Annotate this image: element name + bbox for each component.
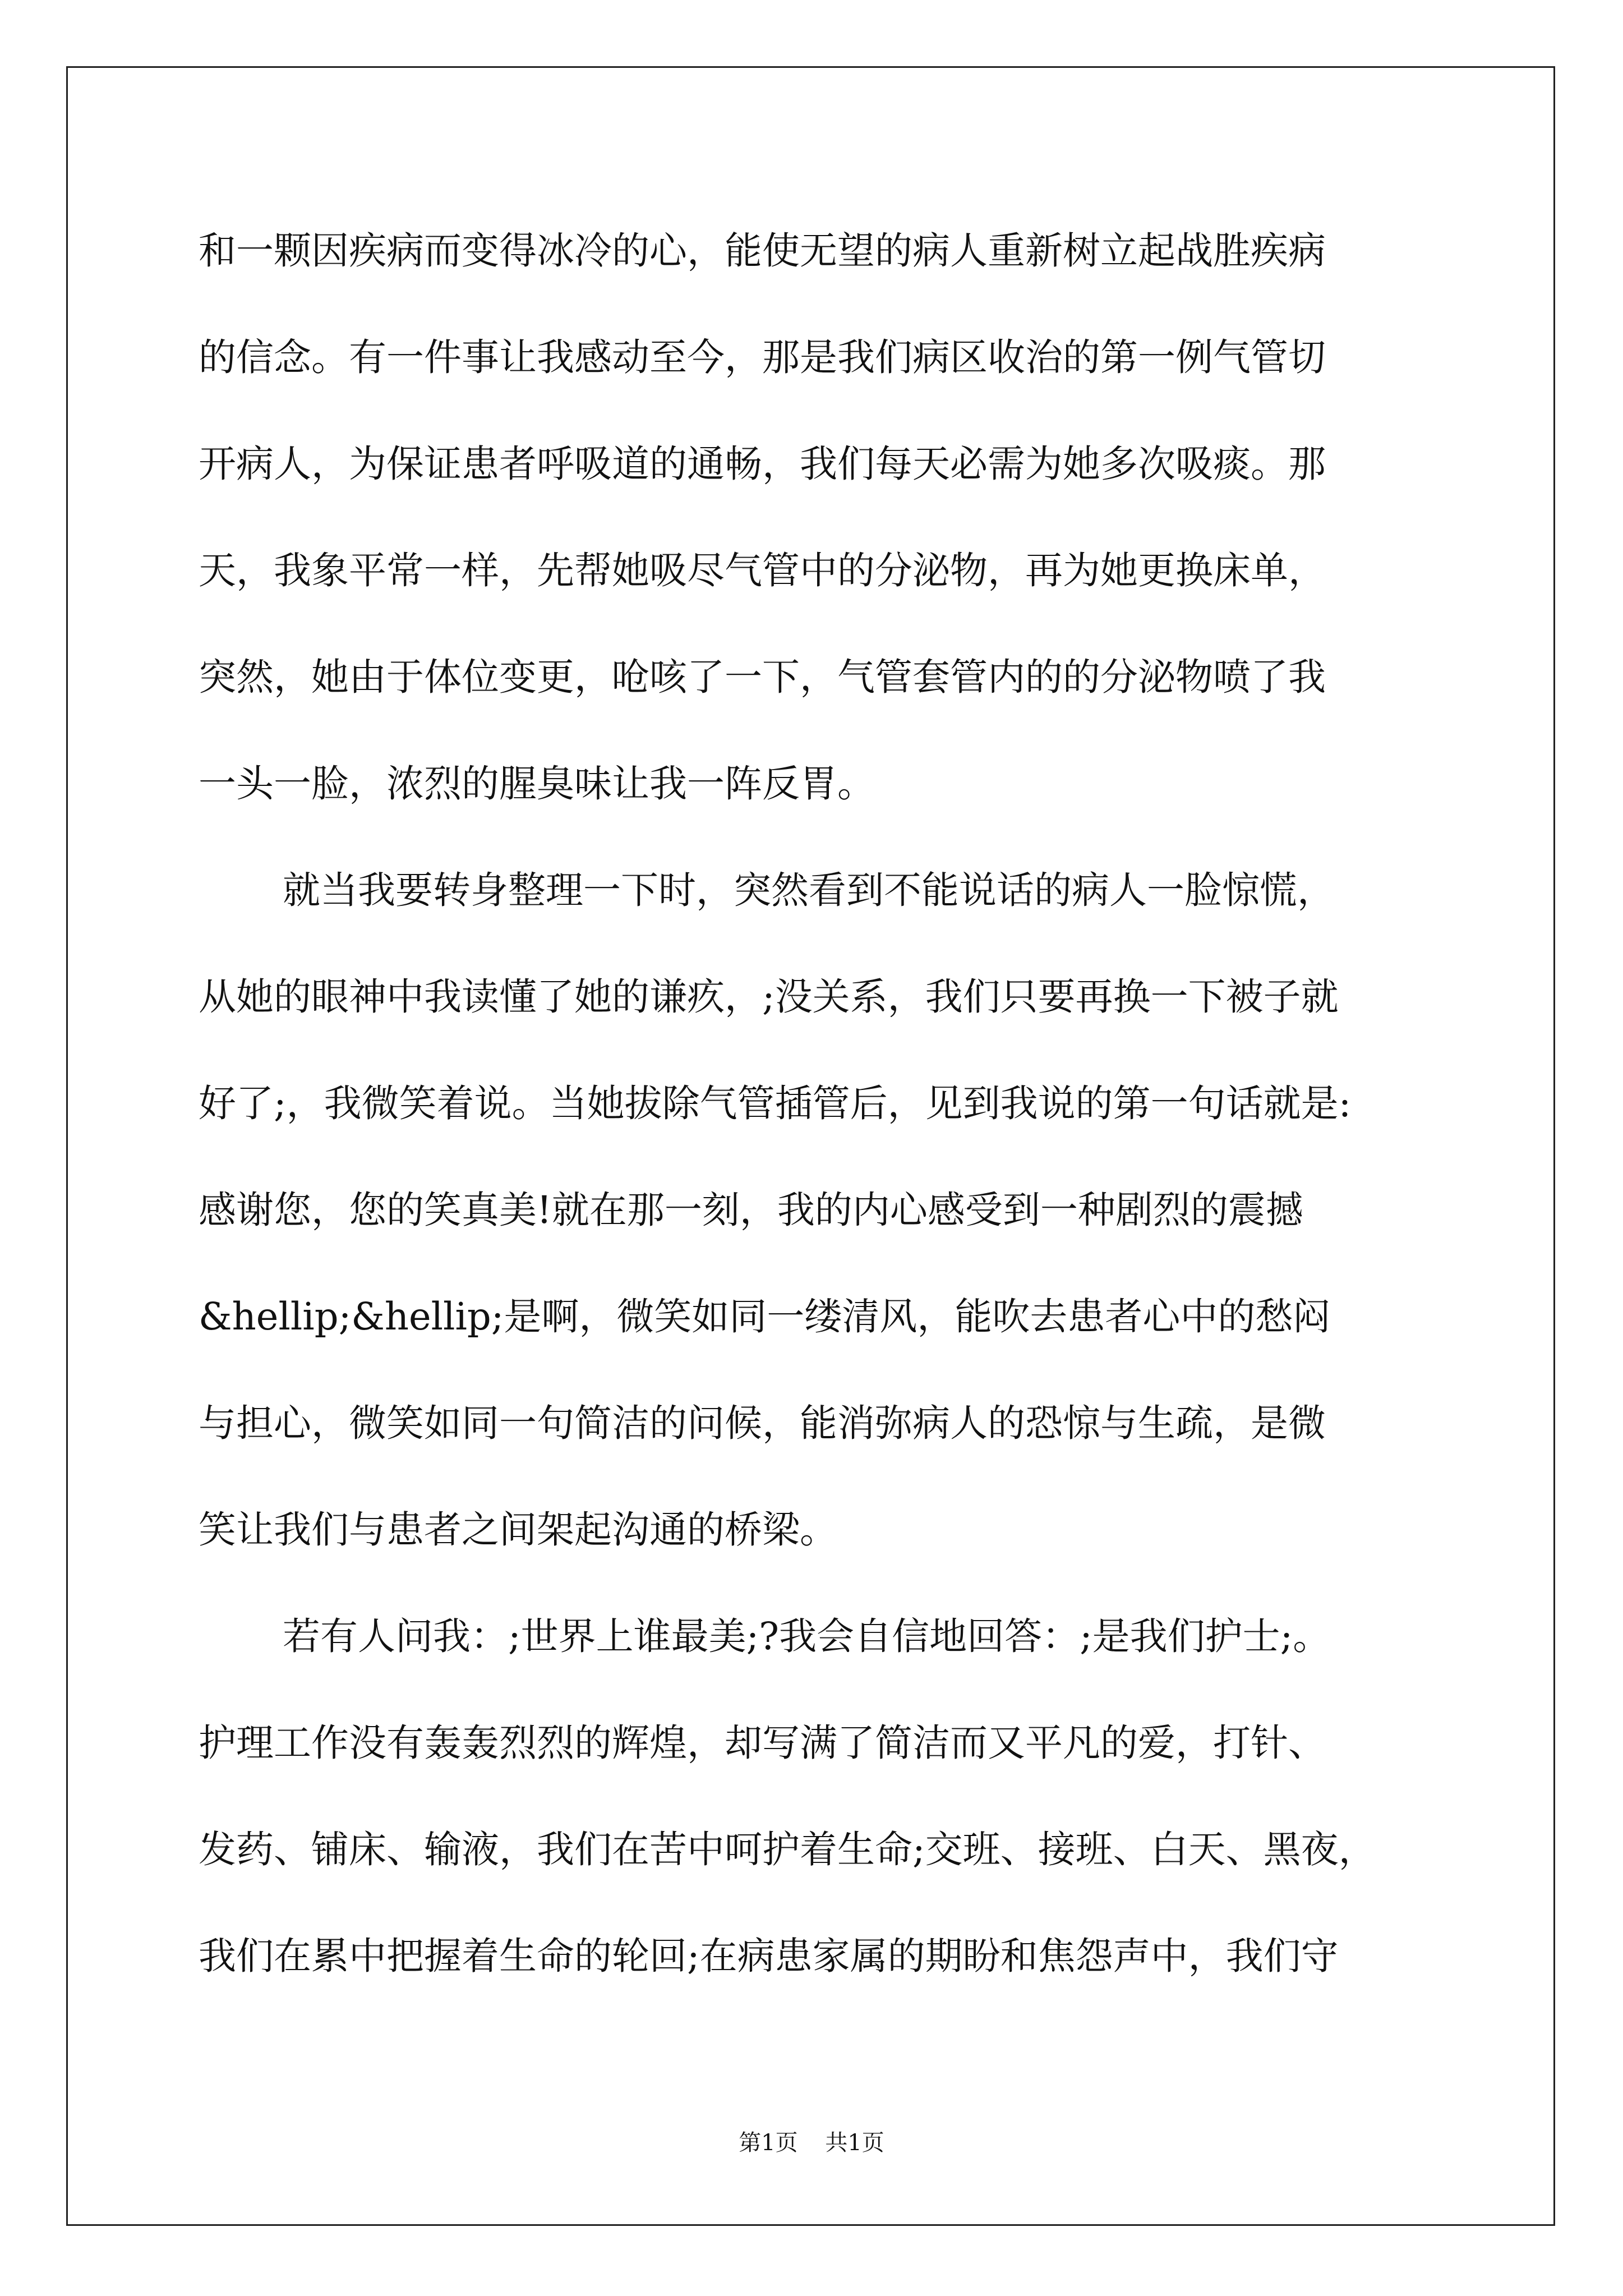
text-line: 从她的眼神中我读懂了她的谦疚，;没关系，我们只要再换一下被子就	[199, 975, 1339, 1019]
text-line: 突然，她由于体位变更，呛咳了一下，气管套管内的的分泌物喷了我	[199, 655, 1326, 699]
text-line: 的信念。有一件事让我感动至今，那是我们病区收治的第一例气管切	[199, 335, 1326, 379]
text-line: 若有人问我：;世界上谁最美;?我会自信地回答：;是我们护士;。	[283, 1614, 1331, 1658]
text-line: 笑让我们与患者之间架起沟通的桥梁。	[199, 1508, 837, 1552]
text-line: 一头一脸，浓烈的腥臭味让我一阵反胃。	[199, 762, 875, 806]
text-line: 就当我要转身整理一下时，突然看到不能说话的病人一脸惊慌，	[283, 868, 1335, 912]
page-number: 第1页	[739, 2130, 798, 2156]
text-line: 发药、铺床、输液，我们在苦中呵护着生命;交班、接班、白天、黑夜，	[199, 1828, 1376, 1871]
page-total: 共1页	[825, 2130, 884, 2156]
text-line: 我们在累中把握着生命的轮回;在病患家属的期盼和焦怨声中，我们守	[199, 1934, 1339, 1978]
page-footer	[0, 2125, 1623, 2157]
text-line: 和一颗因疾病而变得冰冷的心，能使无望的病人重新树立起战胜疾病	[199, 229, 1326, 273]
text-line: 天，我象平常一样，先帮她吸尽气管中的分泌物，再为她更换床单，	[199, 549, 1326, 592]
text-line: 好了;，我微笑着说。当她拔除气管插管后，见到我说的第一句话就是:	[199, 1082, 1352, 1125]
page-border	[66, 66, 1555, 2226]
text-line: 与担心，微笑如同一句简洁的问候，能消弥病人的恐惊与生疏，是微	[199, 1401, 1326, 1445]
text-line: &hellip;&hellip;是啊，微笑如同一缕清风，能吹去患者心中的愁闷	[199, 1295, 1331, 1338]
text-line: 感谢您，您的笑真美!就在那一刻，我的内心感受到一种剧烈的震撼	[199, 1188, 1303, 1232]
text-line: 开病人，为保证患者呼吸道的通畅，我们每天必需为她多次吸痰。那	[199, 442, 1326, 486]
text-line: 护理工作没有轰轰烈烈的辉煌，却写满了简洁而又平凡的爱，打针、	[199, 1721, 1326, 1765]
